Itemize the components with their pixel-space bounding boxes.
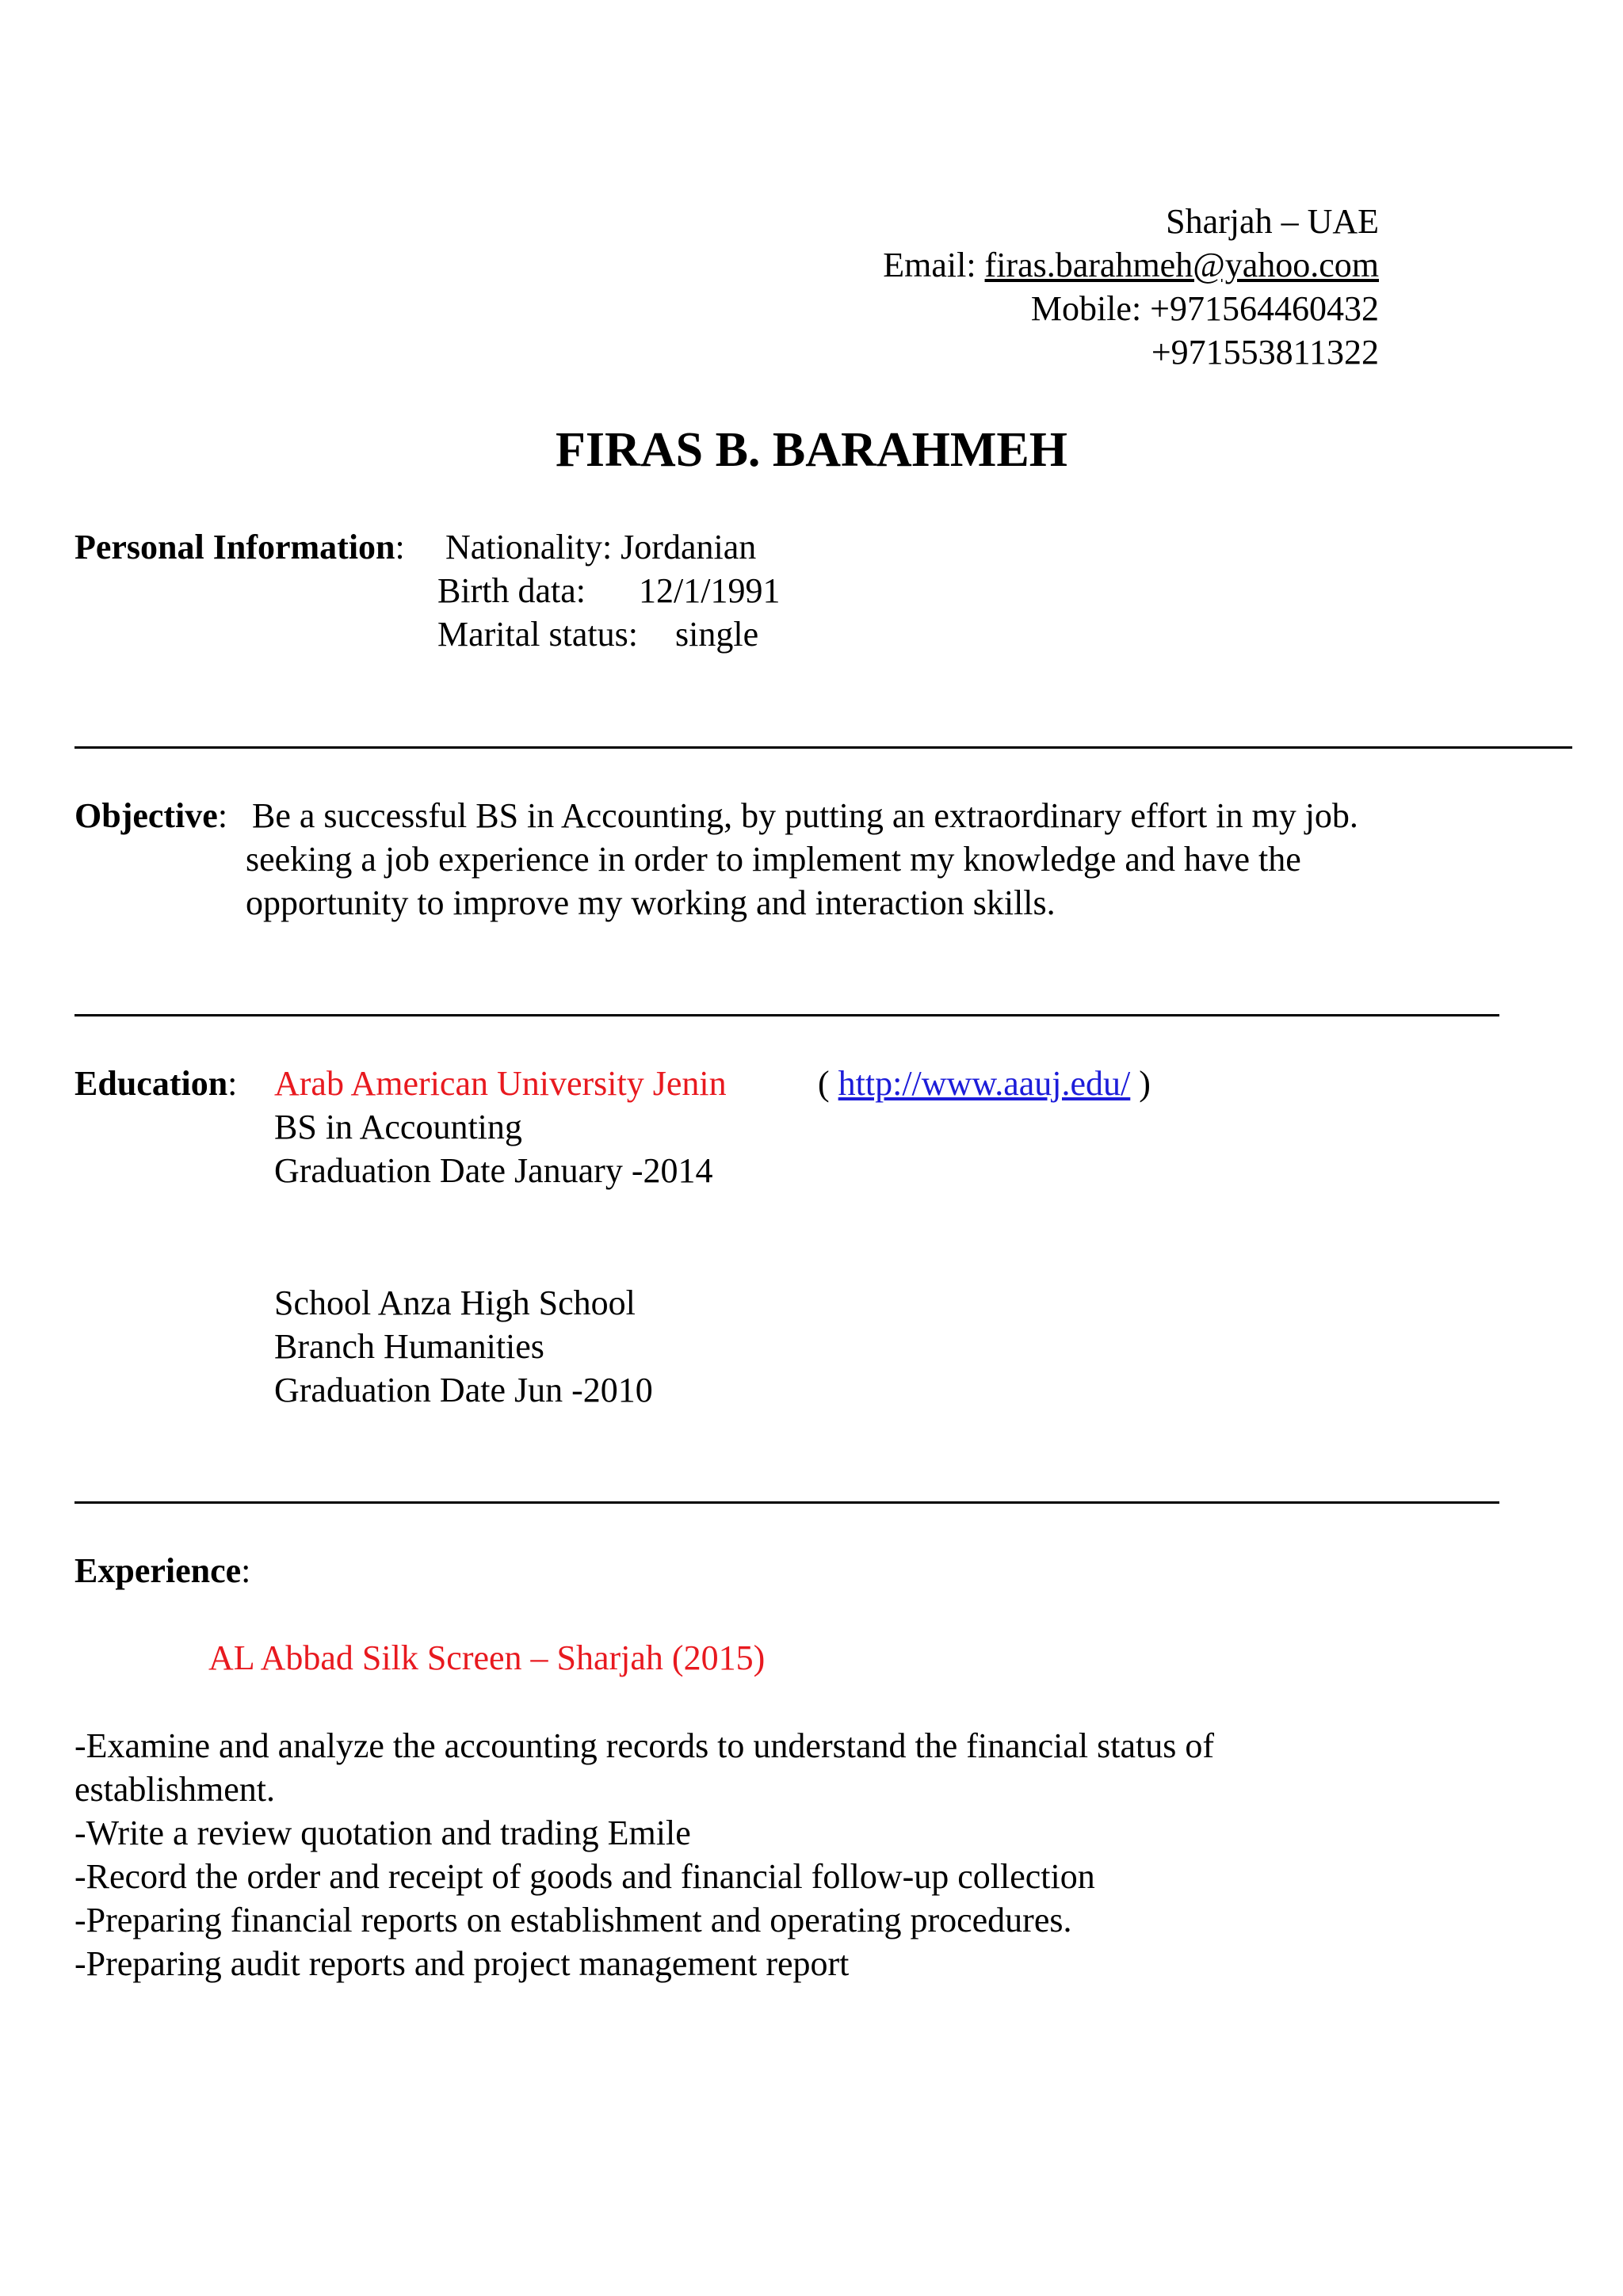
- mobile-number-1: +971564460432: [1150, 289, 1379, 328]
- email-link[interactable]: firas.barahmeh@yahoo.com: [984, 246, 1379, 284]
- education-heading-line: [74, 1062, 237, 1106]
- education-heading: Education: [74, 1064, 228, 1103]
- objective-colon: :: [217, 796, 228, 835]
- experience-heading: Experience: [74, 1551, 242, 1590]
- graduation-date-university: Graduation Date January -2014: [274, 1151, 713, 1190]
- experience-heading-line: [74, 1549, 250, 1593]
- mobile-number-2: +971553811322: [1151, 333, 1379, 372]
- duty-item: -Preparing financial reports on establishment and operating procedures.: [74, 1901, 1072, 1939]
- personal-colon: :: [395, 528, 405, 566]
- divider-3: [74, 1501, 1499, 1504]
- marital-value: single: [675, 615, 759, 654]
- company-name: AL Abbad Silk Screen – Sharjah (2015): [208, 1638, 766, 1677]
- personal-heading: Personal Information: [74, 528, 395, 566]
- university-name: Arab American University Jenin: [274, 1064, 727, 1103]
- objective-heading: Objective: [74, 796, 218, 835]
- page-title: FIRAS B. BARAHMEH: [556, 423, 1067, 477]
- objective-line-2: seeking a job experience in order to implement my knowledge and have the: [246, 840, 1301, 879]
- personal-heading-line: [74, 525, 405, 570]
- duty-item: -Examine and analyze the accounting records to understand the financial status of: [74, 1726, 1215, 1765]
- birth-label: Birth data:: [437, 571, 586, 610]
- contact-email-line: [883, 243, 1379, 288]
- divider-1: [74, 746, 1572, 749]
- objective-heading-line: [74, 794, 227, 838]
- duty-item: -Preparing audit reports and project management report: [74, 1944, 850, 1983]
- objective-line-1: Be a successful BS in Accounting, by putting an extraordinary effort in my job.: [252, 796, 1358, 835]
- url-open-paren: (: [818, 1064, 838, 1103]
- university-url-link[interactable]: http://www.aauj.edu/: [838, 1064, 1131, 1103]
- marital-label: Marital status:: [437, 615, 638, 654]
- url-close-paren: ): [1130, 1064, 1151, 1103]
- duty-item: -Write a review quotation and trading Emile: [74, 1814, 691, 1852]
- objective-line-3: opportunity to improve my working and interaction skills.: [246, 883, 1056, 922]
- divider-2: [74, 1014, 1499, 1016]
- experience-colon: :: [241, 1551, 251, 1590]
- contact-location: Sharjah – UAE: [1166, 202, 1379, 241]
- degree: BS in Accounting: [274, 1108, 522, 1146]
- graduation-date-school: Graduation Date Jun -2010: [274, 1371, 653, 1409]
- email-label: Email:: [883, 246, 985, 284]
- duty-item: establishment.: [74, 1770, 275, 1809]
- mobile-label: Mobile:: [1030, 289, 1151, 328]
- education-colon: :: [227, 1064, 238, 1103]
- birth-value: 12/1/1991: [639, 571, 781, 610]
- school-name: School Anza High School: [274, 1283, 636, 1322]
- school-branch: Branch Humanities: [274, 1327, 544, 1366]
- duty-item: -Record the order and receipt of goods and financial follow-up collection: [74, 1857, 1095, 1896]
- university-url-line: [818, 1062, 1151, 1106]
- nationality: Nationality: Jordanian: [445, 528, 757, 566]
- contact-mobile-line: [1031, 287, 1379, 331]
